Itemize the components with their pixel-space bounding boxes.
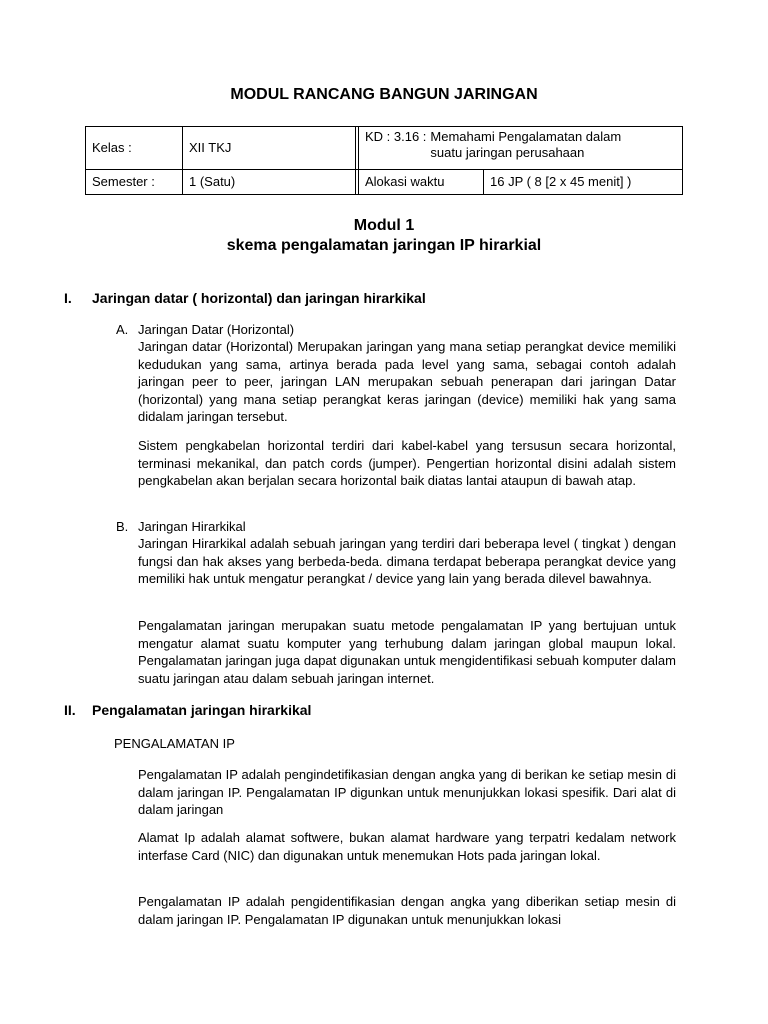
- section-heading: [64, 290, 426, 306]
- section-title: Pengalamatan jaringan hirarkikal: [92, 702, 312, 718]
- alokasi-label: Alokasi waktu: [359, 170, 484, 195]
- kd-cell: [359, 127, 683, 170]
- paragraph: Pengalamatan jaringan merupakan suatu metode pengalamatan IP yang bertujuan untuk mengatur alamat suatu komputer yang terhubung dalam jaringan global maupun lokal. Pengalamatan jaringan juga dapat digunakan untuk mengidentifikasi sebuah komputer dalam suatu jaringan atau dalam sebuah jaringan internet.: [138, 618, 676, 686]
- kd-value: Memahami Pengalamatan dalam suatu jaringan perusahaan: [430, 129, 622, 160]
- section-number: I.: [64, 290, 72, 306]
- subsection-title: Jaringan Hirarkikal: [138, 519, 246, 534]
- subsection-heading: [116, 519, 246, 534]
- paragraph: Sistem pengkabelan horizontal terdiri dari kabel-kabel yang tersusun secara horizontal, terminasi mekanikal, dan patch cords (jumper). Pengertian horizontal disini adalah sistem pengkabelan akan berjalan secara horizontal baik diatas lantai ataupun di bawah atap.: [138, 438, 676, 488]
- info-row-semester: [86, 170, 683, 195]
- semester-label: Semester :: [86, 170, 183, 195]
- subsection-heading: [116, 322, 294, 337]
- subheading-pengalamatan-ip: PENGALAMATAN IP: [114, 736, 235, 751]
- subsection-title: Jaringan Datar (Horizontal): [138, 322, 295, 337]
- modul-heading: [0, 216, 768, 256]
- alokasi-value: 16 JP ( 8 [2 x 45 menit] ): [484, 170, 683, 195]
- semester-value: 1 (Satu): [183, 170, 356, 195]
- kelas-label: Kelas :: [86, 127, 183, 170]
- paragraph: Pengalamatan IP adalah pengindetifikasian dengan angka yang di berikan ke setiap mesin di dalam jaringan IP. Pengalamatan IP digunkan untuk menunjukkan lokasi spesifik. Dari alat di dalam jaringan: [138, 767, 676, 817]
- paragraph: Alamat Ip adalah alamat softwere, bukan alamat hardware yang terpatri kedalam network interfase Card (NIC) dan digunakan untuk menemukan Hots pada jaringan lokal.: [138, 830, 676, 863]
- subsection-letter: A.: [116, 322, 129, 337]
- modul-number: Modul 1: [353, 217, 415, 234]
- document-title: MODUL RANCANG BANGUN JARINGAN: [230, 86, 538, 103]
- kelas-value: XII TKJ: [183, 127, 356, 170]
- section-title: Jaringan datar ( horizontal) dan jaringan hirarkikal: [92, 290, 426, 306]
- section-number: II.: [64, 702, 76, 718]
- paragraph: Jaringan datar (Horizontal) Merupakan jaringan yang mana setiap perangkat device memiliki kedudukan yang sama, artinya berada pada level yang sama, sebagai contoh adalah jaringan peer to peer, jaringan LAN merupakan sebuah penerapan dari jaringan Datar (horizontal) yang mana setiap perangkat keras jaringan (device) memiliki hak yang sama didalam jaringan tersebut.: [138, 339, 676, 424]
- modul-subtitle: skema pengalamatan jaringan IP hirarkial: [226, 237, 542, 254]
- info-row-kelas: [86, 127, 683, 170]
- paragraph: Pengalamatan IP adalah pengidentifikasian dengan angka yang diberikan setiap mesin di dalam jaringan IP. Pengalamatan IP digunakan untuk menunjukkan lokasi: [138, 894, 676, 927]
- info-table: [85, 126, 683, 195]
- section-heading: [64, 702, 311, 718]
- paragraph: Jaringan Hirarkikal adalah sebuah jaringan yang terdiri dari beberapa level ( tingkat ) dengan fungsi dan hak akses yang berbeda-beda. dimana terdapat beberapa perangkat device yang memiliki hak untuk mengatur perangkat / device yang lain yang berada dilevel bawahnya.: [138, 536, 676, 586]
- subsection-letter: B.: [116, 519, 129, 534]
- kd-label: KD : 3.16 :: [365, 129, 427, 144]
